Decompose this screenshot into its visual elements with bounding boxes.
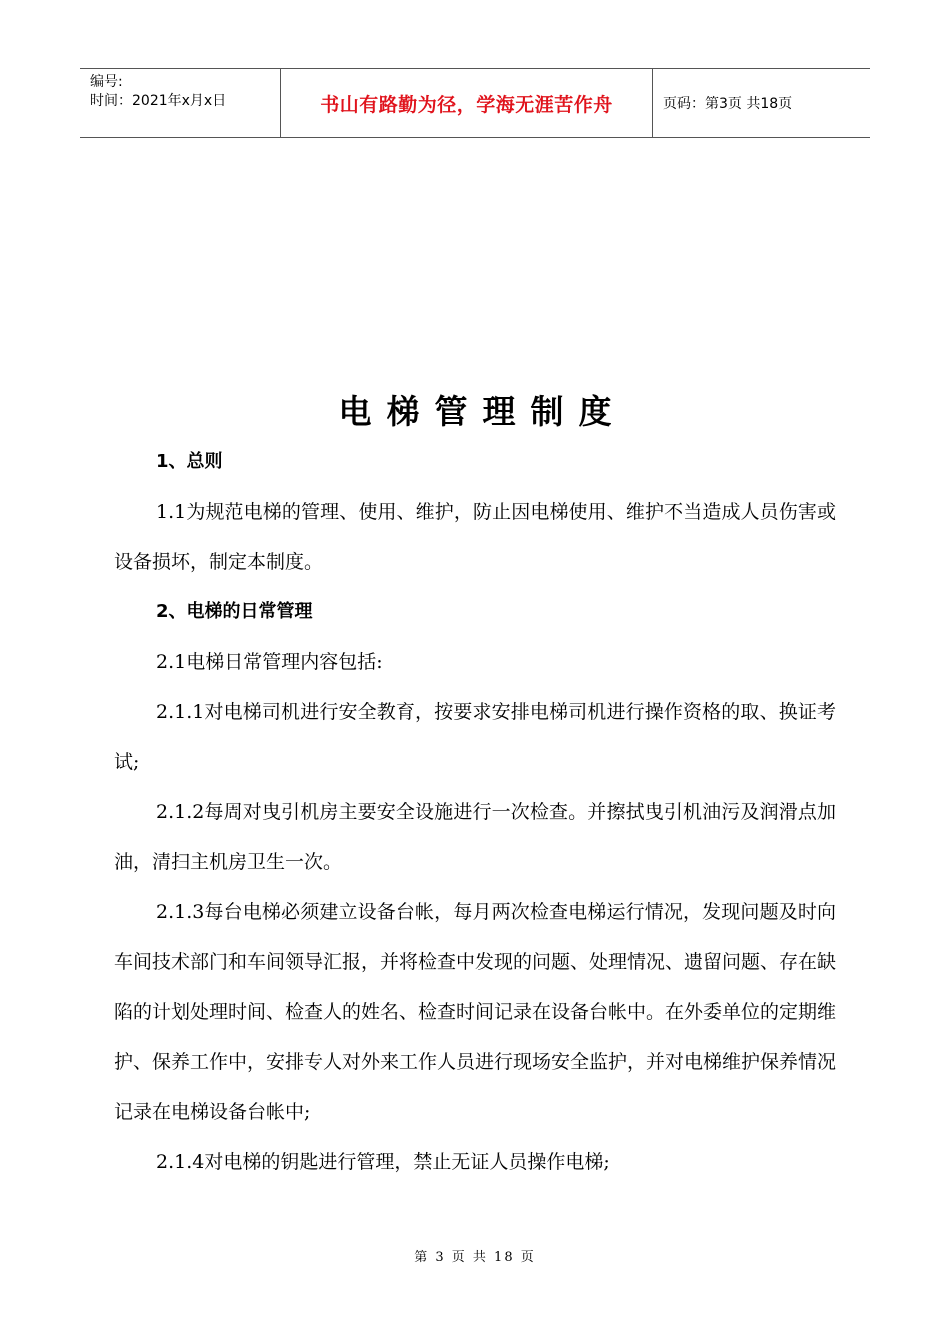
section-heading: 1、总则 xyxy=(156,451,223,472)
header-page-info: 页码：第3页 共18页 xyxy=(663,96,793,112)
document-body xyxy=(114,437,836,1187)
body-paragraph: 2.1.4对电梯的钥匙进行管理，禁止无证人员操作电梯; xyxy=(156,1151,610,1173)
body-paragraph: 2.1.1对电梯司机进行安全教育，按要求安排电梯司机进行操作资格的取、换证考试; xyxy=(114,701,836,773)
document-number-label: 编号: xyxy=(90,74,123,90)
header-slogan-cell xyxy=(280,69,653,137)
header-page-info-cell xyxy=(653,69,870,137)
body-paragraph: 1.1为规范电梯的管理、使用、维护，防止因电梯使用、维护不当造成人员伤害或设备损坏，制定本制度。 xyxy=(114,501,836,573)
page-footer: 第 3 页 共 18 页 xyxy=(414,1250,536,1265)
document-time-label: 时间：2021年x月x日 xyxy=(90,93,227,109)
page-header xyxy=(80,68,870,138)
header-slogan: 书山有路勤为径，学海无涯苦作舟 xyxy=(320,93,613,116)
body-paragraph: 2.1电梯日常管理内容包括: xyxy=(156,651,383,673)
body-paragraph: 2.1.3每台电梯必须建立设备台帐，每月两次检查电梯运行情况，发现问题及时向车间技术部门和车间领导汇报，并将检查中发现的问题、处理情况、遗留问题、存在缺陷的计划处理时间、检查人的姓名、检查时间记录在设备台帐中。在外委单位的定期维护、保养工作中，安排专人对外来工作人员进行现场安全监护，并对电梯维护保养情况记录在电梯设备台帐中; xyxy=(114,901,837,1123)
header-meta xyxy=(80,69,280,137)
document-title: 电梯管理制度 xyxy=(338,392,627,431)
body-paragraph: 2.1.2每周对曳引机房主要安全设施进行一次检查。并擦拭曳引机油污及润滑点加油，清扫主机房卫生一次。 xyxy=(114,801,836,873)
section-heading: 2、电梯的日常管理 xyxy=(156,601,313,622)
